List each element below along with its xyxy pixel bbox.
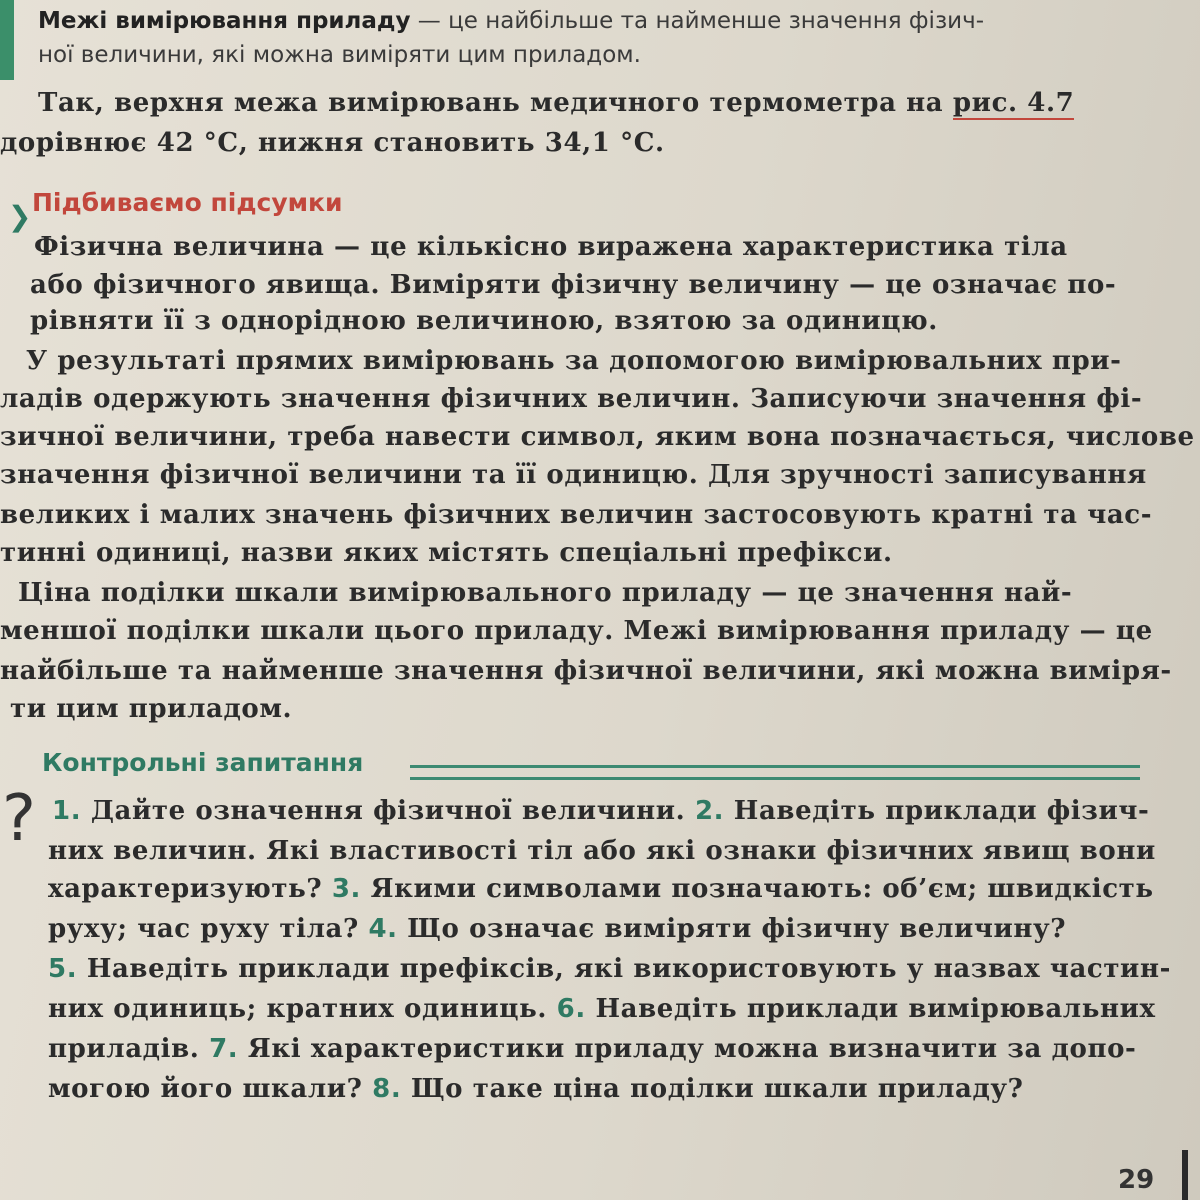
question-text: Які характеристики приладу можна визначити за допо-	[238, 1034, 1137, 1064]
summary-line: ладів одержують значення фізичних величин. Записуючи значення фі-	[0, 384, 1143, 414]
summary-line: Фізична величина — це кількісно виражена характеристика тіла	[34, 232, 1068, 262]
definition-term: Межі вимірювання приладу	[38, 8, 411, 34]
summary-line: рівняти її з однорідною величиною, взятою за одиницю.	[30, 306, 938, 336]
question-mark-icon: ?	[2, 782, 36, 856]
definition-marker-bar	[0, 0, 14, 80]
summary-line: зичної величини, треба навести символ, яким вона позначається, числове	[0, 422, 1195, 452]
question-line	[48, 954, 1171, 984]
question-line	[48, 836, 1156, 866]
question-text: приладів.	[48, 1034, 210, 1064]
definition-text: — це найбільше та найменше значення фізич-	[410, 8, 985, 34]
question-number: 4.	[368, 914, 398, 944]
summary-heading: Підбиваємо підсумки	[32, 188, 343, 217]
summary-line: або фізичного явища. Виміряти фізичну величину — це означає по-	[30, 270, 1117, 300]
question-text: Наведіть приклади вимірювальних	[585, 994, 1156, 1024]
question-text: них величин. Які властивості тіл або які ознаки фізичних явищ вони	[48, 836, 1156, 866]
figure-reference: рис. 4.7	[952, 88, 1075, 118]
question-line	[48, 874, 1154, 904]
definition-line-2: ної величини, які можна виміряти цим приладом.	[38, 42, 641, 68]
page-number: 29	[1118, 1165, 1155, 1195]
question-number: 3.	[331, 874, 361, 904]
summary-line: великих і малих значень фізичних величин застосовують кратні та час-	[0, 500, 1153, 530]
summary-marker-icon: ❯	[8, 200, 32, 233]
definition-line-1	[38, 8, 984, 34]
question-number: 7.	[209, 1034, 239, 1064]
question-text: Якими символами позначають: об’єм; швидкість	[360, 874, 1154, 904]
question-number: 6.	[556, 994, 586, 1024]
question-text: Дайте означення фізичної величини.	[81, 796, 695, 826]
summary-line: значення фізичної величини та її одиницю. Для зручності записування	[0, 460, 1147, 490]
question-line	[52, 796, 1149, 826]
question-text: Наведіть приклади фізич-	[724, 796, 1150, 826]
questions-heading: Контрольні запитання	[42, 748, 364, 777]
summary-line: найбільше та найменше значення фізичної величини, які можна виміря-	[0, 656, 1172, 686]
summary-line: тинні одиниці, назви яких містять спеціальні префікси.	[0, 538, 893, 568]
question-line	[48, 994, 1156, 1024]
question-text: Що означає виміряти фізичну величину?	[397, 914, 1067, 944]
question-line	[48, 914, 1066, 944]
summary-line: У результаті прямих вимірювань за допомогою вимірювальних при-	[26, 346, 1122, 376]
question-line	[48, 1034, 1136, 1064]
page-edge	[1182, 1150, 1188, 1200]
summary-line: Ціна поділки шкали вимірювального приладу — це значення най-	[18, 578, 1073, 608]
questions-heading-rule	[410, 765, 1140, 780]
question-text: могою його шкали?	[48, 1074, 373, 1104]
question-text: Що таке ціна поділки шкали приладу?	[401, 1074, 1024, 1104]
summary-line: меншої поділки шкали цього приладу. Межі вимірювання приладу — це	[0, 616, 1153, 646]
question-text: характеризують?	[48, 874, 332, 904]
question-number: 8.	[372, 1074, 402, 1104]
question-number: 5.	[48, 954, 78, 984]
summary-line: ти цим приладом.	[10, 694, 293, 724]
question-text: руху; час руху тіла?	[48, 914, 369, 944]
question-line	[48, 1074, 1023, 1104]
example-line-1	[38, 88, 1074, 118]
question-text: Наведіть приклади префіксів, які використовують у назвах частин-	[77, 954, 1171, 984]
question-number: 2.	[694, 796, 725, 826]
question-text: них одиниць; кратних одиниць.	[48, 994, 557, 1024]
question-number: 1.	[52, 796, 82, 826]
example-text: Так, верхня межа вимірювань медичного термометра на	[38, 88, 953, 118]
example-line-2: дорівнює 42 °С, нижня становить 34,1 °С.	[0, 128, 665, 158]
